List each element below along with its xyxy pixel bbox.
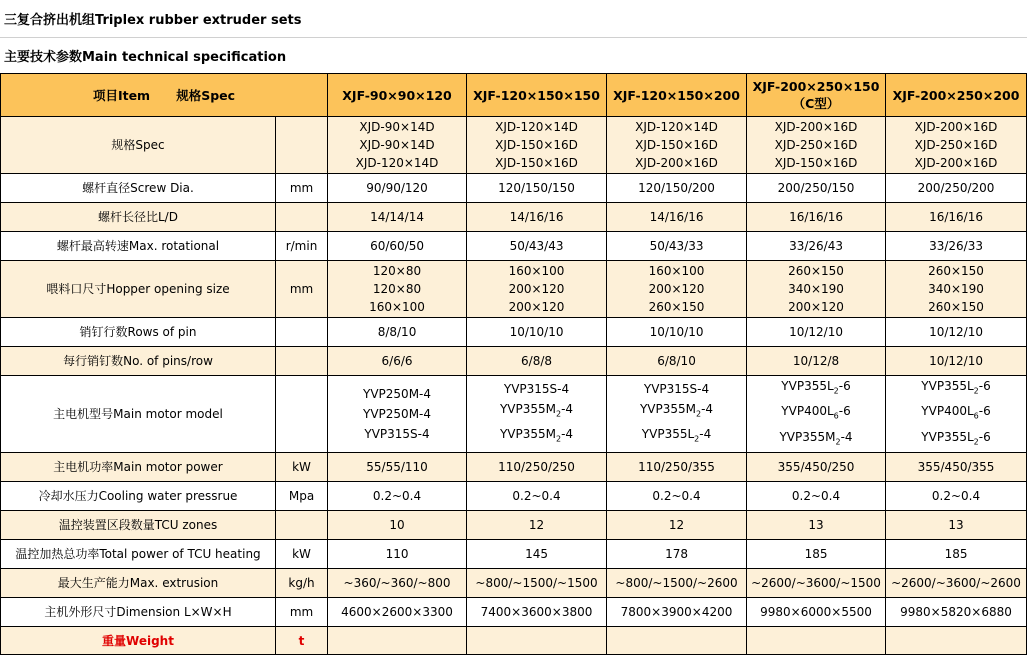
row-label[interactable]: 规格Spec bbox=[1, 117, 276, 174]
value-cell[interactable] bbox=[607, 117, 747, 174]
value-cell[interactable] bbox=[467, 482, 607, 511]
value-line: 200×120 bbox=[648, 282, 705, 296]
value-line: XJD-90×14D bbox=[359, 138, 435, 152]
value-cell[interactable] bbox=[467, 540, 607, 569]
value-line: 8/8/10 bbox=[377, 325, 417, 339]
spec-row bbox=[1, 174, 1027, 203]
value-line: YVP250M-4 bbox=[363, 407, 432, 422]
value-cell[interactable] bbox=[328, 598, 467, 627]
spec-row bbox=[1, 232, 1027, 261]
spec-row bbox=[1, 117, 1027, 174]
row-label[interactable]: 温控装置区段数量TCU zones bbox=[1, 511, 276, 540]
row-unit[interactable]: kW bbox=[276, 540, 328, 569]
value-line: 9980×6000×5500 bbox=[760, 605, 872, 620]
spec-row bbox=[1, 347, 1027, 376]
header-model-2[interactable]: XJF-120×150×150 bbox=[467, 74, 607, 117]
value-line: 7400×3600×3800 bbox=[480, 605, 593, 620]
value-line: 200×120 bbox=[508, 300, 565, 314]
row-label[interactable]: 螺杆最高转速Max. rotational bbox=[1, 232, 276, 261]
value-line: 33/26/33 bbox=[929, 239, 983, 253]
value-cell[interactable] bbox=[328, 347, 467, 376]
value-line: 50/43/43 bbox=[509, 239, 564, 253]
value-line: 10/10/10 bbox=[649, 325, 704, 339]
row-label[interactable]: 温控加热总功率Total power of TCU heating bbox=[1, 540, 276, 569]
value-line: 13 bbox=[948, 518, 964, 533]
value-cell[interactable] bbox=[747, 347, 886, 376]
value-line: YVP315S-4 bbox=[643, 381, 710, 396]
value-cell[interactable] bbox=[607, 203, 747, 232]
value-line: 145 bbox=[525, 547, 548, 562]
value-line: 200/250/150 bbox=[777, 181, 855, 195]
value-line: ~2600/~3600/~1500 bbox=[751, 576, 881, 591]
row-unit[interactable]: r/min bbox=[276, 232, 328, 261]
value-line: 10/10/10 bbox=[509, 325, 564, 339]
value-line: 10/12/10 bbox=[929, 325, 983, 339]
value-cell[interactable] bbox=[607, 347, 747, 376]
value-line: 340×190 bbox=[928, 282, 984, 296]
spec-row bbox=[1, 540, 1027, 569]
spec-row bbox=[1, 598, 1027, 627]
value-line: 0.2~0.4 bbox=[372, 489, 422, 504]
value-line: 110/250/250 bbox=[498, 460, 575, 475]
value-line: 60/60/50 bbox=[370, 239, 424, 253]
value-cell[interactable] bbox=[328, 627, 467, 655]
value-cell[interactable] bbox=[607, 569, 747, 598]
header-item-spec[interactable] bbox=[1, 74, 328, 117]
value-line: XJD-120×14D bbox=[495, 120, 578, 134]
value-line: XJD-150×16D bbox=[774, 156, 858, 170]
value-line: 200×120 bbox=[788, 300, 844, 314]
value-line: YVP315S-4 bbox=[364, 427, 430, 442]
value-line: ~2600/~3600/~2600 bbox=[891, 576, 1021, 591]
value-line: 0.2~0.4 bbox=[512, 489, 561, 504]
row-unit[interactable]: mm bbox=[276, 598, 328, 627]
value-line: $YVP400L_6-6$ bbox=[781, 404, 851, 421]
value-line: 10/12/10 bbox=[789, 325, 843, 339]
value-line: ~360/~360/~800 bbox=[343, 576, 451, 591]
value-line: 55/55/110 bbox=[366, 460, 428, 475]
value-cell[interactable] bbox=[747, 318, 886, 347]
value-line: 10/12/8 bbox=[792, 354, 840, 368]
header-model-3[interactable]: XJF-120×150×200 bbox=[607, 74, 747, 117]
value-line: 90/90/120 bbox=[366, 181, 428, 195]
value-cell[interactable] bbox=[607, 540, 747, 569]
value-line: XJD-120×14D bbox=[355, 156, 439, 170]
value-line: 12 bbox=[668, 518, 685, 533]
row-unit[interactable]: mm bbox=[276, 174, 328, 203]
row-label[interactable]: 主电机型号Main motor model bbox=[1, 376, 276, 453]
value-line: 355/450/250 bbox=[777, 460, 855, 475]
value-cell[interactable] bbox=[886, 627, 1027, 655]
header-model-4[interactable]: XJF-200×250×150（C型） bbox=[747, 74, 886, 117]
value-cell[interactable] bbox=[886, 453, 1027, 482]
value-cell[interactable] bbox=[886, 261, 1027, 318]
value-line: XJD-90×14D bbox=[359, 120, 435, 134]
value-line: XJD-200×16D bbox=[914, 156, 998, 170]
value-line: 340×190 bbox=[788, 282, 844, 296]
value-line: 120×80 bbox=[372, 264, 422, 278]
value-cell[interactable] bbox=[886, 376, 1027, 453]
spec-row bbox=[1, 261, 1027, 318]
header-spec-label: 规格Spec bbox=[176, 87, 236, 103]
row-label[interactable]: 螺杆直径Screw Dia. bbox=[1, 174, 276, 203]
value-cell[interactable] bbox=[886, 203, 1027, 232]
value-line: $YVP355M_2-4$ bbox=[639, 401, 714, 419]
value-cell[interactable] bbox=[607, 511, 747, 540]
value-cell[interactable] bbox=[328, 203, 467, 232]
value-line: 14/16/16 bbox=[649, 210, 704, 224]
value-line: $YVP355L_2-6$ bbox=[921, 379, 991, 396]
value-cell[interactable] bbox=[467, 569, 607, 598]
value-cell[interactable] bbox=[328, 174, 467, 203]
header-row bbox=[1, 74, 1027, 117]
value-cell[interactable] bbox=[886, 482, 1027, 511]
value-line: XJD-150×16D bbox=[635, 138, 718, 152]
value-cell[interactable] bbox=[747, 482, 886, 511]
value-line: XJD-200×16D bbox=[635, 156, 718, 170]
spec-row bbox=[1, 511, 1027, 540]
header-item-label: 项目Item bbox=[92, 87, 151, 103]
value-cell[interactable] bbox=[328, 261, 467, 318]
value-line: 0.2~0.4 bbox=[791, 489, 841, 504]
value-line: 355/450/355 bbox=[917, 460, 995, 475]
value-cell[interactable] bbox=[467, 232, 607, 261]
value-line: 6/6/6 bbox=[381, 354, 413, 368]
value-cell[interactable] bbox=[467, 174, 607, 203]
value-cell[interactable] bbox=[747, 598, 886, 627]
row-label[interactable]: 销钉行数Rows of pin bbox=[1, 318, 276, 347]
value-line: 14/16/16 bbox=[509, 210, 564, 224]
value-cell[interactable] bbox=[467, 347, 607, 376]
value-cell[interactable] bbox=[328, 569, 467, 598]
value-line: 10/12/10 bbox=[929, 354, 983, 368]
row-unit[interactable]: Mpa bbox=[276, 482, 328, 511]
value-line: 160×100 bbox=[508, 264, 565, 278]
value-line: ~800/~1500/~1500 bbox=[475, 576, 598, 591]
value-line: 200×120 bbox=[508, 282, 565, 296]
value-line: 260×150 bbox=[928, 300, 984, 314]
spec-row bbox=[1, 569, 1027, 598]
value-line: 14/14/14 bbox=[370, 210, 424, 224]
row-unit[interactable]: mm bbox=[276, 261, 328, 318]
value-cell[interactable] bbox=[328, 511, 467, 540]
row-label[interactable]: 每行销钉数No. of pins/row bbox=[1, 347, 276, 376]
value-line: YVP250M-4 bbox=[363, 387, 432, 402]
row-label[interactable]: 主机外形尺寸Dimension L×W×H bbox=[1, 598, 276, 627]
value-line: XJD-200×16D bbox=[774, 120, 858, 134]
value-cell[interactable] bbox=[747, 453, 886, 482]
value-line: 6/8/8 bbox=[521, 354, 553, 368]
value-cell[interactable] bbox=[328, 117, 467, 174]
value-cell[interactable] bbox=[747, 376, 886, 453]
value-cell[interactable] bbox=[467, 453, 607, 482]
row-label[interactable]: 螺杆长径比L/D bbox=[1, 203, 276, 232]
value-line: 16/16/16 bbox=[929, 210, 983, 224]
value-line: 185 bbox=[944, 547, 968, 562]
value-line: $YVP355M_2-4$ bbox=[499, 401, 574, 419]
value-line: 50/43/33 bbox=[649, 239, 704, 253]
row-unit[interactable]: kg/h bbox=[276, 569, 328, 598]
row-unit[interactable] bbox=[276, 376, 328, 453]
value-line: 12 bbox=[528, 518, 545, 533]
value-cell[interactable] bbox=[467, 511, 607, 540]
value-cell[interactable] bbox=[747, 117, 886, 174]
value-cell[interactable] bbox=[886, 569, 1027, 598]
spec-table bbox=[0, 73, 1027, 655]
value-cell[interactable] bbox=[747, 569, 886, 598]
value-line: 185 bbox=[804, 547, 828, 562]
value-cell[interactable] bbox=[467, 627, 607, 655]
value-line: 7800×3900×4200 bbox=[620, 605, 733, 620]
value-cell[interactable] bbox=[886, 174, 1027, 203]
row-label[interactable]: 重量Weight bbox=[1, 627, 276, 655]
value-cell[interactable] bbox=[328, 540, 467, 569]
value-line: XJD-150×16D bbox=[495, 138, 578, 152]
value-line: 160×100 bbox=[648, 264, 705, 278]
value-line: 6/8/10 bbox=[657, 354, 696, 368]
value-line: 33/26/43 bbox=[789, 239, 843, 253]
value-line: XJD-250×16D bbox=[914, 138, 998, 152]
value-cell[interactable] bbox=[747, 261, 886, 318]
value-line: 260×150 bbox=[928, 264, 984, 278]
value-line: 260×150 bbox=[788, 264, 844, 278]
spec-row bbox=[1, 376, 1027, 453]
spec-row bbox=[1, 482, 1027, 511]
value-cell[interactable] bbox=[886, 117, 1027, 174]
value-cell[interactable] bbox=[886, 511, 1027, 540]
row-unit[interactable] bbox=[276, 347, 328, 376]
value-cell[interactable] bbox=[328, 482, 467, 511]
row-label[interactable]: 冷却水压力Cooling water pressrue bbox=[1, 482, 276, 511]
spec-row bbox=[1, 627, 1027, 655]
value-line: XJD-150×16D bbox=[495, 156, 578, 170]
value-line: $YVP400L_6-6$ bbox=[921, 404, 991, 421]
value-cell[interactable] bbox=[467, 117, 607, 174]
value-cell[interactable] bbox=[607, 482, 747, 511]
value-cell[interactable] bbox=[886, 347, 1027, 376]
value-line: 0.2~0.4 bbox=[652, 489, 701, 504]
spec-row bbox=[1, 453, 1027, 482]
value-cell[interactable] bbox=[747, 232, 886, 261]
value-cell[interactable] bbox=[886, 598, 1027, 627]
row-unit[interactable] bbox=[276, 318, 328, 347]
value-line: 120/150/200 bbox=[638, 181, 715, 195]
value-cell[interactable] bbox=[607, 261, 747, 318]
value-cell[interactable] bbox=[607, 174, 747, 203]
header-model-1[interactable]: XJF-90×90×120 bbox=[328, 74, 467, 117]
value-cell[interactable] bbox=[607, 453, 747, 482]
value-cell[interactable] bbox=[607, 376, 747, 453]
value-cell[interactable] bbox=[607, 318, 747, 347]
row-label[interactable]: 主电机功率Main motor power bbox=[1, 453, 276, 482]
value-cell[interactable] bbox=[886, 232, 1027, 261]
value-cell[interactable] bbox=[467, 261, 607, 318]
row-unit[interactable]: kW bbox=[276, 453, 328, 482]
value-line: $YVP355M_2-4$ bbox=[779, 429, 853, 447]
value-cell[interactable] bbox=[328, 376, 467, 453]
value-line: 16/16/16 bbox=[789, 210, 843, 224]
sheet-title: 三复合挤出机组Triplex rubber extruder sets bbox=[0, 0, 1027, 38]
value-cell[interactable] bbox=[607, 627, 747, 655]
sheet-subtitle: 主要技术参数Main technical specification bbox=[4, 50, 287, 65]
row-unit[interactable] bbox=[276, 203, 328, 232]
value-cell[interactable] bbox=[886, 318, 1027, 347]
value-cell[interactable] bbox=[328, 232, 467, 261]
value-cell[interactable] bbox=[467, 598, 607, 627]
value-line: YVP315S-4 bbox=[503, 381, 570, 396]
value-cell[interactable] bbox=[886, 540, 1027, 569]
row-unit[interactable] bbox=[276, 117, 328, 174]
value-line: XJD-200×16D bbox=[914, 120, 998, 134]
value-line: ~800/~1500/~2600 bbox=[615, 576, 738, 591]
value-line: XJD-120×14D bbox=[635, 120, 718, 134]
value-line: 120×80 bbox=[372, 282, 422, 296]
spec-row bbox=[1, 318, 1027, 347]
value-cell[interactable] bbox=[328, 453, 467, 482]
value-line: 178 bbox=[665, 547, 688, 562]
value-line: 4600×2600×3300 bbox=[341, 605, 453, 620]
header-model-5[interactable]: XJF-200×250×200 bbox=[886, 74, 1027, 117]
value-line: XJD-250×16D bbox=[774, 138, 858, 152]
value-line: 120/150/150 bbox=[498, 181, 575, 195]
value-line: 260×150 bbox=[648, 300, 705, 314]
value-line: $YVP355L_2-6$ bbox=[781, 379, 851, 396]
value-line: $YVP355L_2-4$ bbox=[641, 427, 712, 444]
value-cell[interactable] bbox=[607, 232, 747, 261]
value-cell[interactable] bbox=[467, 203, 607, 232]
value-line: $YVP355M_2-4$ bbox=[499, 427, 574, 444]
value-cell[interactable] bbox=[747, 627, 886, 655]
row-label[interactable]: 最大生产能力Max. extrusion bbox=[1, 569, 276, 598]
value-line: 9980×5820×6880 bbox=[900, 605, 1012, 620]
value-line: 13 bbox=[808, 518, 824, 533]
row-unit[interactable] bbox=[276, 511, 328, 540]
value-line: 10 bbox=[389, 518, 405, 533]
value-line: 0.2~0.4 bbox=[931, 489, 981, 504]
spec-row bbox=[1, 203, 1027, 232]
value-line: 110 bbox=[385, 547, 409, 562]
value-line: 110/250/355 bbox=[638, 460, 715, 475]
value-cell[interactable] bbox=[747, 174, 886, 203]
row-label[interactable]: 喂料口尺寸Hopper opening size bbox=[1, 261, 276, 318]
value-cell[interactable] bbox=[328, 318, 467, 347]
row-unit[interactable]: t bbox=[276, 627, 328, 655]
value-cell[interactable] bbox=[747, 540, 886, 569]
value-cell[interactable] bbox=[467, 318, 607, 347]
value-cell[interactable] bbox=[747, 511, 886, 540]
value-line: $YVP355L_2-6$ bbox=[921, 429, 991, 447]
value-line: 160×100 bbox=[369, 300, 425, 314]
value-cell[interactable] bbox=[467, 376, 607, 453]
value-cell[interactable] bbox=[747, 203, 886, 232]
value-cell[interactable] bbox=[607, 598, 747, 627]
value-line: 200/250/200 bbox=[917, 181, 995, 195]
